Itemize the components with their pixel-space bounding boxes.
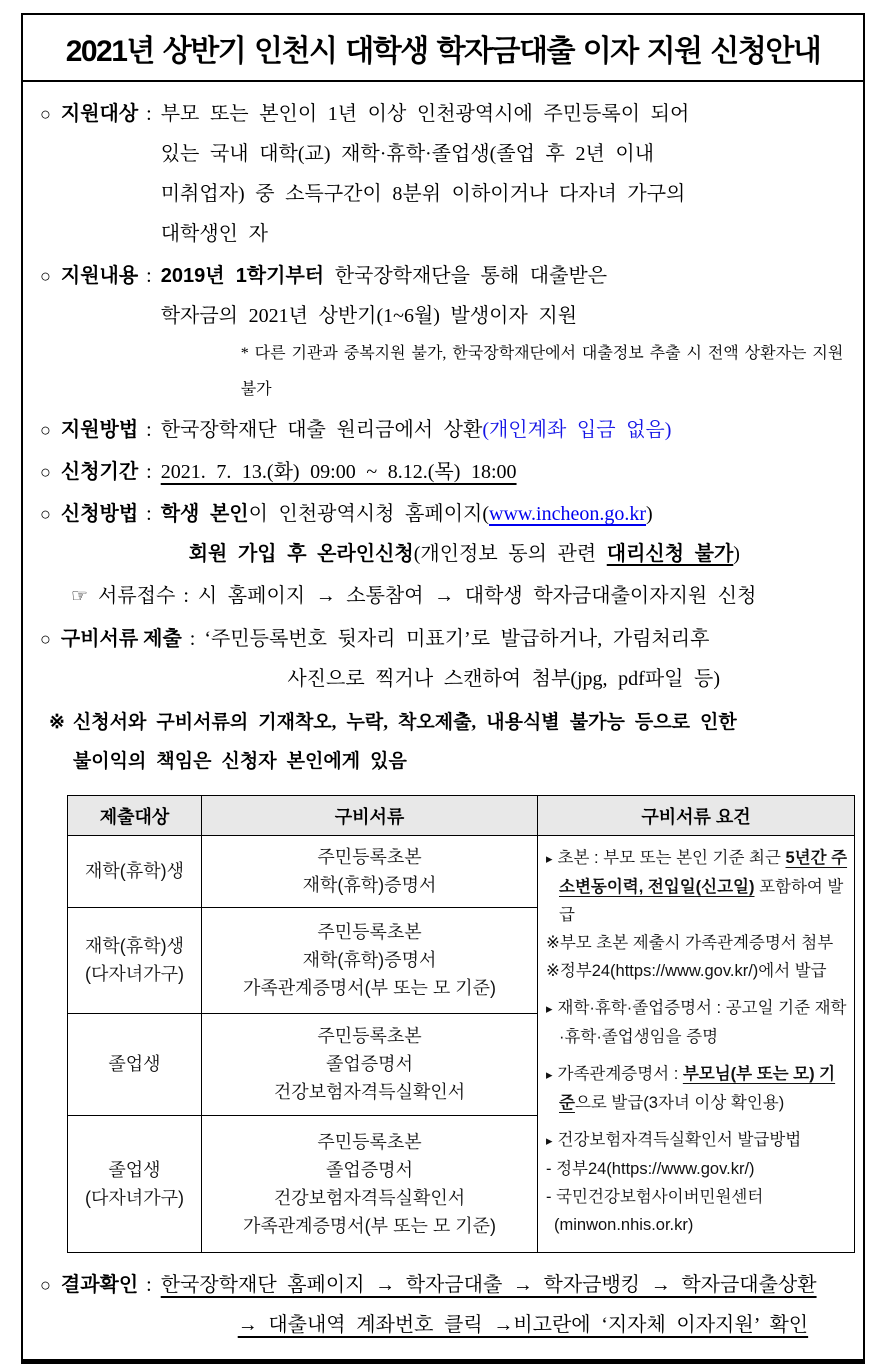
section-support-method-lead (37, 410, 161, 450)
doc-line: 주민등록초본 (317, 1131, 422, 1152)
text-span: 한국장학재단 대출 원리금에서 상환 (160, 419, 483, 441)
text-line: ‘주민등록번호 뒷자리 미표기’로 발급하거나, 가림처리후 (204, 628, 710, 650)
required-documents-table (67, 795, 855, 1253)
doc-line: 주민등록초본 (317, 1026, 422, 1047)
text-span: 가족관계증명서 : (557, 1065, 683, 1083)
text-line (161, 1265, 853, 1305)
text-span: 포함하여 발급 (559, 878, 844, 924)
section-support-target-content (161, 94, 847, 254)
target-cell (68, 1013, 202, 1115)
section-result-check-lead (37, 1265, 161, 1305)
doc-line: 주민등록초본 (317, 922, 422, 943)
req-paragraph (546, 844, 848, 929)
emphasized-underlined-text: 5년간 주소변동이력, 전입일(신고일) (559, 849, 848, 896)
colon: : (146, 265, 152, 287)
target-text: (다자녀가구) (85, 964, 184, 985)
text-span: 이 인천광역시청 홈페이지( (248, 503, 489, 525)
application-period-value: 2021. 7. 13.(화) 09:00 ~ 8.12.(목) 18:00 (160, 461, 517, 483)
section-label: 신청기간 (60, 461, 139, 483)
section-label: 결과확인 (60, 1274, 139, 1296)
text-line (161, 410, 847, 450)
req-block-family (546, 1060, 848, 1117)
section-documents-submit (37, 619, 847, 699)
doc-line: 재학(휴학)증명서 (302, 950, 437, 971)
section-support-content-lead (37, 256, 161, 296)
caution-note (37, 703, 847, 781)
text-span: ) (733, 543, 740, 565)
req-block-abstract (546, 844, 848, 985)
section-document-receipt-lead (71, 576, 198, 617)
req-paragraph (546, 994, 848, 1051)
section-label: 지원방법 (60, 419, 139, 441)
section-result-check (23, 1261, 863, 1359)
documents-cell (202, 907, 538, 1013)
table-header-row (68, 796, 855, 836)
section-apply-period (37, 452, 847, 492)
reference-mark-icon: ※ (49, 712, 65, 733)
req-note: - 정부24(https://www.gov.kr/) (546, 1160, 755, 1178)
doc-line: 건강보험자격득실확인서 (273, 1082, 466, 1103)
text-line (161, 256, 847, 296)
result-path-text: → 대출내역 계좌번호 클릭 →비고란에 ‘지자체 이자지원’ 확인 (237, 1314, 809, 1336)
section-document-receipt-content (198, 576, 847, 617)
notice-document (21, 13, 865, 1364)
colon: : (189, 628, 196, 650)
circle-bullet-icon: ○ (40, 420, 51, 440)
target-cell (68, 1115, 202, 1252)
colon: : (146, 419, 152, 441)
triangle-bullet-icon: ▸ (546, 1133, 553, 1148)
req-paragraph (546, 1060, 848, 1117)
text-line (189, 534, 847, 574)
text-span: 초본 : 부모 또는 본인 기준 최근 (557, 849, 786, 867)
footnote-text: * 다른 기관과 중복지원 불가, 한국장학재단에서 대출정보 추출 시 전액 상환자는 지원 불가 (240, 345, 844, 398)
doc-line: 졸업증명서 (326, 1054, 413, 1075)
section-label: 신청방법 (60, 503, 139, 525)
section-documents-submit-lead (37, 619, 204, 659)
req-block-enrollment (546, 994, 848, 1051)
req-note: ※정부24(https://www.gov.kr/)에서 발급 (546, 962, 827, 980)
section-apply-method (37, 494, 847, 574)
emphasized-text: 학생 본인 (160, 503, 249, 525)
title-box (23, 15, 863, 82)
section-document-receipt (37, 576, 847, 617)
circle-bullet-icon: ○ (40, 629, 51, 649)
section-support-content (37, 256, 847, 408)
req-note: (minwon.nhis.or.kr) (554, 1216, 694, 1234)
triangle-bullet-icon: ▸ (546, 851, 553, 866)
circle-bullet-icon: ○ (40, 504, 51, 524)
section-label: 지원대상 (60, 103, 139, 125)
req-paragraph (546, 1126, 848, 1155)
colon: : (146, 103, 152, 125)
circle-bullet-icon: ○ (40, 266, 51, 286)
text-line: 사진으로 찍거나 스캔하여 첨부(jpg, pdf파일 등) (287, 668, 721, 690)
emphasized-text: 2019년 1학기부터 (160, 265, 325, 287)
doc-line: 건강보험자격득실확인서 (273, 1187, 466, 1208)
page-title: 2021년 상반기 인천시 대학생 학자금대출 이자 지원 신청안내 (65, 35, 821, 68)
text-line (161, 452, 847, 492)
text-line (238, 1305, 853, 1345)
section-support-method-content (161, 410, 847, 450)
doc-line: 재학(휴학)증명서 (302, 875, 437, 896)
highlighted-blue-text: (개인계좌 입금 없음) (482, 419, 672, 441)
result-path-text: 한국장학재단 홈페이지 → 학자금대출 → 학자금뱅킹 → 학자금대출상환 (160, 1274, 817, 1296)
section-apply-period-content (161, 452, 847, 492)
section-support-method (37, 410, 847, 450)
text-line: 있는 국내 대학(교) 재학·휴학·졸업생(졸업 후 2년 이내 (160, 143, 655, 165)
text-line: 부모 또는 본인이 1년 이상 인천광역시에 주민등록이 되어 (160, 103, 690, 125)
text-line: 불이익의 책임은 신청자 본인에게 있음 (72, 751, 407, 772)
target-cell (68, 907, 202, 1013)
section-support-content-content (161, 256, 847, 408)
colon: : (183, 585, 189, 607)
colon: : (146, 461, 152, 483)
text-line: 대학생인 자 (160, 223, 268, 245)
column-header-documents: 구비서류 (202, 796, 538, 836)
doc-line: 졸업증명서 (326, 1159, 413, 1180)
doc-line: 가족관계증명서(부 또는 모 기준) (242, 978, 497, 999)
documents-cell (202, 1013, 538, 1115)
target-text: (다자녀가구) (85, 1187, 184, 1208)
text-line (161, 494, 847, 534)
text-span: 건강보험자격득실확인서 발급방법 (557, 1131, 802, 1149)
doc-line: 주민등록초본 (317, 847, 422, 868)
doc-line: 가족관계증명서(부 또는 모 기준) (242, 1215, 497, 1236)
req-block-insurance (546, 1126, 848, 1239)
section-apply-method-lead (37, 494, 161, 534)
req-note: - 국민건강보험사이버민원센터 (546, 1188, 764, 1206)
section-support-target (37, 94, 847, 254)
section-support-target-lead (37, 94, 161, 134)
circle-bullet-icon: ○ (40, 104, 51, 124)
target-text: 재학(휴학)생 (85, 861, 184, 882)
section-label: 서류접수 (98, 585, 176, 607)
text-span: 재학·휴학·졸업증명서 : 공고일 기준 재학·휴학·졸업생임을 증명 (557, 999, 847, 1046)
emphasized-underlined-text: 대리신청 불가 (606, 543, 734, 565)
text-line: 신청서와 구비서류의 기재착오, 누락, 착오제출, 내용식별 불가능 등으로 인한 (72, 712, 737, 733)
requirements-cell (538, 836, 855, 1253)
section-apply-period-lead (37, 452, 161, 492)
pointing-hand-icon: ☞ (71, 586, 89, 607)
emphasized-text: 회원 가입 후 온라인신청 (188, 543, 414, 565)
section-result-check-item (37, 1265, 853, 1345)
text-span: (개인정보 동의 관련 (413, 543, 607, 565)
text-line: 학자금의 2021년 상반기(1~6월) 발생이자 지원 (160, 305, 578, 327)
colon: : (146, 1274, 152, 1296)
text-span: 으로 발급(3자녀 이상 확인용) (574, 1094, 785, 1112)
text-line: 시 홈페이지 → 소통참여 → 대학생 학자금대출이자지원 신청 (197, 585, 757, 607)
triangle-bullet-icon: ▸ (546, 1001, 553, 1016)
emphasized-underlined-text: 부모님(부 또는 모) 기준 (559, 1065, 836, 1112)
section-apply-method-content (161, 494, 847, 574)
documents-cell (202, 1115, 538, 1252)
circle-bullet-icon: ○ (40, 462, 51, 482)
triangle-bullet-icon: ▸ (546, 1067, 553, 1082)
req-note: ※부모 초본 제출시 가족관계증명서 첨부 (546, 934, 834, 952)
circle-bullet-icon: ○ (40, 1275, 51, 1295)
target-text: 졸업생 (108, 1159, 161, 1180)
section-label: 지원내용 (60, 265, 139, 287)
column-header-requirements: 구비서류 요건 (538, 796, 855, 836)
section-result-check-content (161, 1265, 853, 1345)
table-row (68, 836, 855, 908)
section-label: 구비서류 제출 (60, 628, 182, 650)
section-documents-submit-content (204, 619, 847, 699)
target-cell (68, 836, 202, 908)
target-text: 재학(휴학)생 (85, 936, 184, 957)
text-span: ) (646, 503, 653, 525)
incheon-homepage-link[interactable]: www.incheon.go.kr (489, 503, 647, 525)
colon: : (146, 503, 152, 525)
text-span: 한국장학재단을 통해 대출받은 (324, 265, 608, 287)
text-line: 미취업자) 중 소득구간이 8분위 이하이거나 다자녀 가구의 (160, 183, 686, 205)
caution-note-content (73, 703, 847, 781)
documents-cell (202, 836, 538, 908)
notice-body (23, 82, 863, 1253)
column-header-target: 제출대상 (68, 796, 202, 836)
target-text: 졸업생 (108, 1054, 161, 1075)
